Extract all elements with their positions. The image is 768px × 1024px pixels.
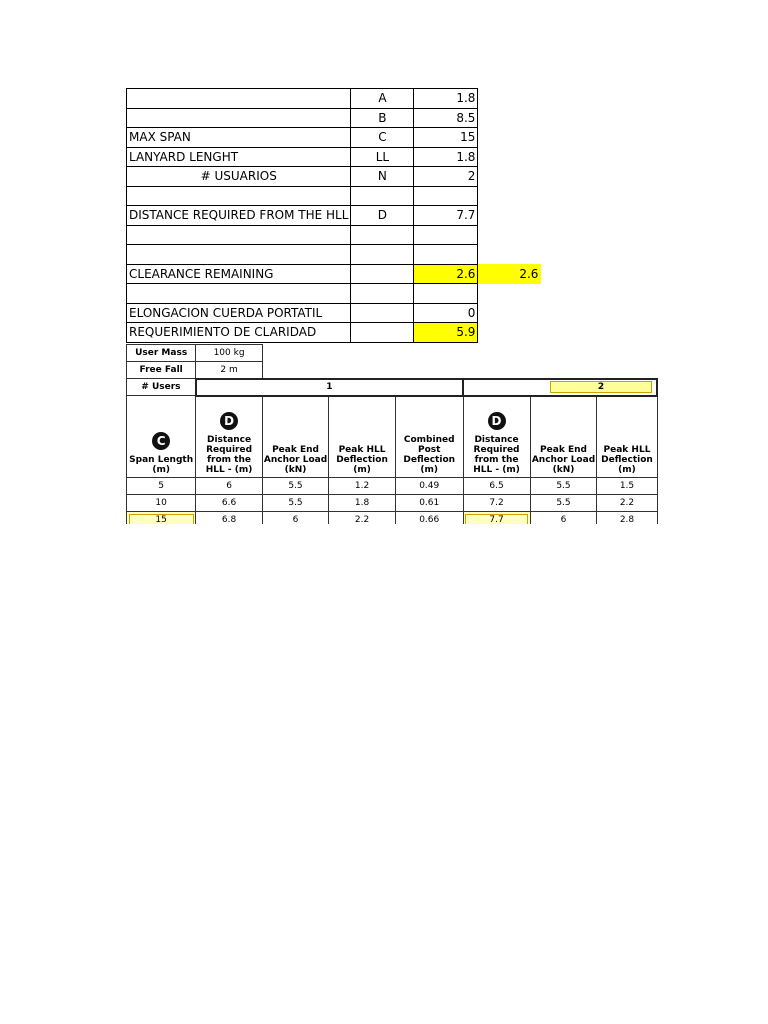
sheet-row-max-span xyxy=(127,128,541,148)
sheet-symbol-cell[interactable] xyxy=(351,186,414,206)
sheet-extra-cell[interactable] xyxy=(478,225,541,245)
distance-required-header xyxy=(463,396,530,478)
clearance-sheet xyxy=(126,88,541,343)
sheet-label-cell[interactable]: ELONGACION CUERDA PORTATIL xyxy=(127,303,351,323)
sheet-symbol-cell[interactable]: LL xyxy=(351,147,414,167)
c-badge-icon: C xyxy=(152,432,170,450)
sheet-symbol-cell[interactable]: D xyxy=(351,206,414,226)
sheet-label-cell[interactable]: LANYARD LENGHT xyxy=(127,147,351,167)
sheet-symbol-cell[interactable]: B xyxy=(351,108,414,128)
sheet-value-cell[interactable]: 7.7 xyxy=(414,206,478,226)
user-mass-label: User Mass xyxy=(127,345,196,362)
sheet-symbol-cell[interactable] xyxy=(351,264,414,284)
sheet-symbol-cell[interactable]: N xyxy=(351,167,414,187)
user-mass-value: 100 kg xyxy=(196,345,263,362)
users-group-2: 2 xyxy=(550,381,652,393)
table-cell: 6 xyxy=(196,478,263,495)
sheet-value-cell[interactable]: 15 xyxy=(414,128,478,148)
sheet-symbol-cell[interactable] xyxy=(351,284,414,304)
sheet-extra-cell[interactable] xyxy=(478,303,541,323)
header-text: Peak End Anchor Load (kN) xyxy=(531,445,596,475)
header-text: Peak HLL Deflection (m) xyxy=(336,445,388,475)
sheet-row-clearance-remaining xyxy=(127,264,541,284)
sheet-value-cell[interactable]: 2 xyxy=(414,167,478,187)
table-cell-highlighted: 15 xyxy=(127,512,196,525)
sheet-extra-cell[interactable] xyxy=(478,128,541,148)
user-mass-row xyxy=(127,345,658,362)
header-text: Distance Required from the HLL - (m) xyxy=(473,435,520,475)
sheet-extra-cell[interactable]: 2.6 xyxy=(478,264,541,284)
table-cell: 6.6 xyxy=(196,495,263,512)
sheet-label-cell[interactable]: REQUERIMIENTO DE CLARIDAD xyxy=(127,323,351,343)
table-cell: 6.8 xyxy=(196,512,263,525)
sheet-symbol-cell[interactable] xyxy=(351,323,414,343)
blank-cell xyxy=(262,362,657,379)
table-cell: 2.2 xyxy=(597,495,657,512)
sheet-row-empty xyxy=(127,186,541,206)
table-cell: 7.2 xyxy=(463,495,530,512)
reference-table xyxy=(126,344,658,524)
table-row xyxy=(127,512,658,525)
sheet-label-cell[interactable] xyxy=(127,284,351,304)
users-group-1: 1 xyxy=(196,379,463,396)
table-cell: 5.5 xyxy=(262,495,328,512)
reference-table-image[interactable] xyxy=(126,344,658,524)
distance-required-header xyxy=(196,396,263,478)
table-cell: 5.5 xyxy=(530,495,597,512)
table-cell-highlighted: 7.7 xyxy=(463,512,530,525)
sheet-extra-cell[interactable] xyxy=(478,245,541,265)
table-cell: 1.5 xyxy=(597,478,657,495)
span-length-header xyxy=(127,396,196,478)
users-label: # Users xyxy=(127,379,196,396)
sheet-extra-cell[interactable] xyxy=(478,108,541,128)
sheet-label-cell[interactable]: # USUARIOS xyxy=(127,167,351,187)
free-fall-label: Free Fall xyxy=(127,362,196,379)
sheet-label-cell[interactable] xyxy=(127,186,351,206)
table-cell: 2.2 xyxy=(329,512,396,525)
sheet-symbol-cell[interactable]: A xyxy=(351,89,414,109)
sheet-extra-cell[interactable] xyxy=(478,323,541,343)
sheet-extra-cell[interactable] xyxy=(478,167,541,187)
sheet-row-b xyxy=(127,108,541,128)
table-cell: 0.66 xyxy=(395,512,463,525)
sheet-value-cell[interactable]: 1.8 xyxy=(414,89,478,109)
free-fall-value: 2 m xyxy=(196,362,263,379)
sheet-row-usuarios xyxy=(127,167,541,187)
blank-cell xyxy=(262,345,657,362)
sheet-label-cell[interactable]: DISTANCE REQUIRED FROM THE HLL xyxy=(127,206,351,226)
sheet-row-empty xyxy=(127,225,541,245)
sheet-value-cell[interactable]: 2.6 xyxy=(414,264,478,284)
sheet-value-cell[interactable]: 5.9 xyxy=(414,323,478,343)
table-cell: 10 xyxy=(127,495,196,512)
header-text: Span Length (m) xyxy=(129,455,194,475)
sheet-label-cell[interactable]: MAX SPAN xyxy=(127,128,351,148)
sheet-value-cell[interactable] xyxy=(414,186,478,206)
d-badge-icon: D xyxy=(220,412,238,430)
sheet-value-cell[interactable] xyxy=(414,225,478,245)
sheet-extra-cell[interactable] xyxy=(478,284,541,304)
sheet-row-lanyard xyxy=(127,147,541,167)
header-text: Distance Required from the HLL - (m) xyxy=(205,435,253,475)
table-cell: 1.8 xyxy=(329,495,396,512)
free-fall-row xyxy=(127,362,658,379)
d-badge-icon: D xyxy=(488,412,506,430)
users-row xyxy=(127,379,658,396)
sheet-label-cell[interactable] xyxy=(127,108,351,128)
sheet-label-cell[interactable] xyxy=(127,89,351,109)
table-row xyxy=(127,478,658,495)
header-text: Peak End Anchor Load (kN) xyxy=(263,445,328,475)
sheet-value-cell[interactable] xyxy=(414,245,478,265)
sheet-symbol-cell[interactable]: C xyxy=(351,128,414,148)
sheet-row-elongacion xyxy=(127,303,541,323)
sheet-value-cell[interactable]: 8.5 xyxy=(414,108,478,128)
table-cell: 6.5 xyxy=(463,478,530,495)
peak-hll-deflection-header xyxy=(597,396,657,478)
sheet-value-cell[interactable]: 1.8 xyxy=(414,147,478,167)
header-text: Peak HLL Deflection (m) xyxy=(601,445,653,475)
sheet-extra-cell[interactable] xyxy=(478,186,541,206)
peak-end-anchor-header xyxy=(262,396,328,478)
sheet-extra-cell[interactable] xyxy=(478,206,541,226)
sheet-row-distance-required xyxy=(127,206,541,226)
combined-post-deflection-header xyxy=(395,396,463,478)
sheet-extra-cell[interactable] xyxy=(478,147,541,167)
sheet-extra-cell[interactable] xyxy=(478,89,541,109)
sheet-symbol-cell[interactable] xyxy=(351,225,414,245)
sheet-label-cell[interactable] xyxy=(127,245,351,265)
table-cell: 6 xyxy=(530,512,597,525)
sheet-value-cell[interactable] xyxy=(414,284,478,304)
table-cell: 5.5 xyxy=(262,478,328,495)
sheet-row-requerimiento xyxy=(127,323,541,343)
table-row xyxy=(127,495,658,512)
peak-hll-deflection-header xyxy=(329,396,396,478)
sheet-row-a xyxy=(127,89,541,109)
table-cell: 1.2 xyxy=(329,478,396,495)
table-cell: 0.49 xyxy=(395,478,463,495)
table-cell: 2.8 xyxy=(597,512,657,525)
table-cell: 5.5 xyxy=(530,478,597,495)
sheet-value-cell[interactable]: 0 xyxy=(414,303,478,323)
sheet-label-cell[interactable] xyxy=(127,225,351,245)
sheet-label-cell[interactable]: CLEARANCE REMAINING xyxy=(127,264,351,284)
sheet-symbol-cell[interactable] xyxy=(351,245,414,265)
users-group-2-cell xyxy=(463,379,657,396)
sheet-symbol-cell[interactable] xyxy=(351,303,414,323)
sheet-row-empty xyxy=(127,284,541,304)
table-cell: 5 xyxy=(127,478,196,495)
table-cell: 6 xyxy=(262,512,328,525)
sheet-row-empty xyxy=(127,245,541,265)
header-text: Combined Post Deflection (m) xyxy=(403,435,456,475)
table-cell: 0.61 xyxy=(395,495,463,512)
column-header-row xyxy=(127,396,658,478)
peak-end-anchor-header xyxy=(530,396,597,478)
